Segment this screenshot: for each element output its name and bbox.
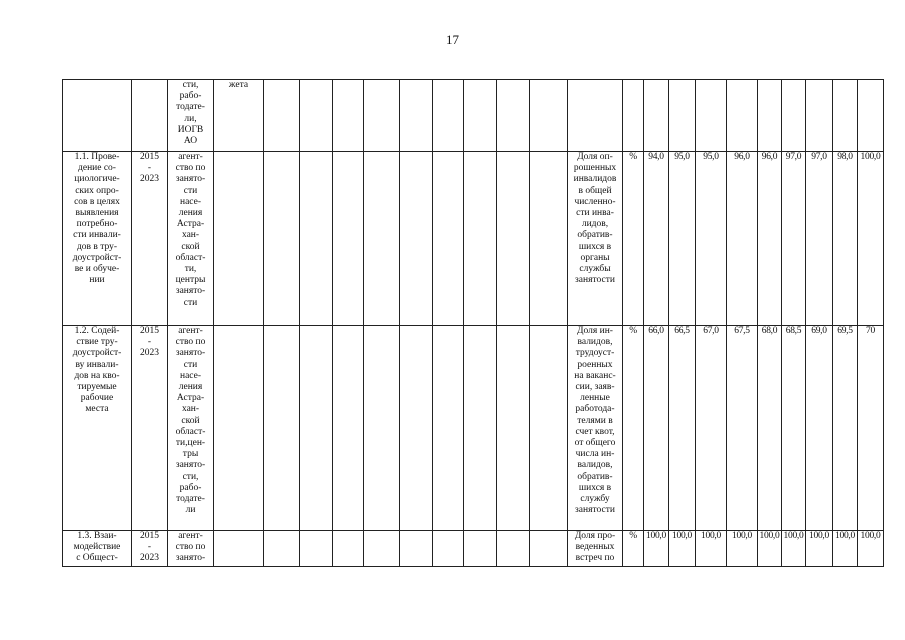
source-cell bbox=[214, 326, 264, 531]
activity-cell bbox=[63, 80, 132, 152]
period-cell: 2015 - 2023 bbox=[132, 531, 168, 567]
value-cell: 100,0 bbox=[858, 152, 884, 326]
value-cell: 66,5 bbox=[669, 326, 696, 531]
value-cell: 95,0 bbox=[696, 152, 727, 326]
activity-cell: 1.2. Содей- ствие тру- доустройст- ву инвали- дов на кво- тируемые рабочие места bbox=[63, 326, 132, 531]
value-cell: 100,0 bbox=[833, 531, 858, 567]
value-cell: 100,0 bbox=[696, 531, 727, 567]
indicator-cell: Доля оп- рошенных инвалидов в общей численно- сти инва- лидов, обратив- шихся в органы службы занятости bbox=[568, 152, 623, 326]
value-cell: 67,5 bbox=[727, 326, 758, 531]
value-cell: 95,0 bbox=[669, 152, 696, 326]
table-row bbox=[63, 326, 884, 531]
value-cell: 96,0 bbox=[727, 152, 758, 326]
executor-cell: агент- ство по занято- bbox=[168, 531, 214, 567]
table-row bbox=[63, 80, 884, 152]
value-cell: 100,0 bbox=[669, 531, 696, 567]
value-cell: 69,5 bbox=[833, 326, 858, 531]
value-cell: 100,0 bbox=[806, 531, 833, 567]
value-cell: 96,0 bbox=[758, 152, 782, 326]
executor-cell: агент- ство по занято- сти насе- ления Астра- хан- ской област- ти,цен- тры занято- сти, рабо- тодате- ли bbox=[168, 326, 214, 531]
unit-cell: % bbox=[623, 326, 644, 531]
unit-cell: % bbox=[623, 531, 644, 567]
page-number: 17 bbox=[446, 32, 459, 47]
unit-cell: % bbox=[623, 152, 644, 326]
value-cell: 100,0 bbox=[782, 531, 806, 567]
period-cell bbox=[132, 80, 168, 152]
executor-cell: сти, рабо- тодате- ли, ИОГВ АО bbox=[168, 80, 214, 152]
source-cell bbox=[214, 531, 264, 567]
value-cell: 100,0 bbox=[727, 531, 758, 567]
value-cell: 100,0 bbox=[758, 531, 782, 567]
source-cell bbox=[214, 152, 264, 326]
value-cell: 98,0 bbox=[833, 152, 858, 326]
value-cell: 66,0 bbox=[644, 326, 669, 531]
value-cell: 67,0 bbox=[696, 326, 727, 531]
indicator-cell bbox=[568, 80, 623, 152]
value-cell: 68,5 bbox=[782, 326, 806, 531]
value-cell: 69,0 bbox=[806, 326, 833, 531]
value-cell: 68,0 bbox=[758, 326, 782, 531]
source-cell: жета bbox=[214, 80, 264, 152]
value-cell: 97,0 bbox=[782, 152, 806, 326]
executor-cell: агент- ство по занято- сти насе- ления Астра- хан- ской област- ти, центры занято- сти bbox=[168, 152, 214, 326]
value-cell: 94,0 bbox=[644, 152, 669, 326]
indicator-cell: Доля про- веденных встреч по bbox=[568, 531, 623, 567]
value-cell: 100,0 bbox=[858, 531, 884, 567]
table-row bbox=[63, 152, 884, 326]
activity-cell: 1.1. Прове- дение со- циологиче- ских опро- сов в целях выявления потребно- сти инвали- дов в тру- доустройст- ве и обуче- нии bbox=[63, 152, 132, 326]
value-cell: 97,0 bbox=[806, 152, 833, 326]
period-cell: 2015 - 2023 bbox=[132, 326, 168, 531]
activity-cell: 1.3. Взаи- модействие с Общест- bbox=[63, 531, 132, 567]
unit-cell bbox=[623, 80, 644, 152]
value-cell: 100,0 bbox=[644, 531, 669, 567]
value-cell: 70 bbox=[858, 326, 884, 531]
indicator-cell: Доля ин- валидов, трудоуст- роенных на ваканс- сии, заяв- ленные работода- телями в счет квот, от общего числа ин- валидов, обратив- шихся в службу занятости bbox=[568, 326, 623, 531]
table-row bbox=[63, 531, 884, 567]
period-cell: 2015 - 2023 bbox=[132, 152, 168, 326]
data-table bbox=[62, 79, 884, 567]
